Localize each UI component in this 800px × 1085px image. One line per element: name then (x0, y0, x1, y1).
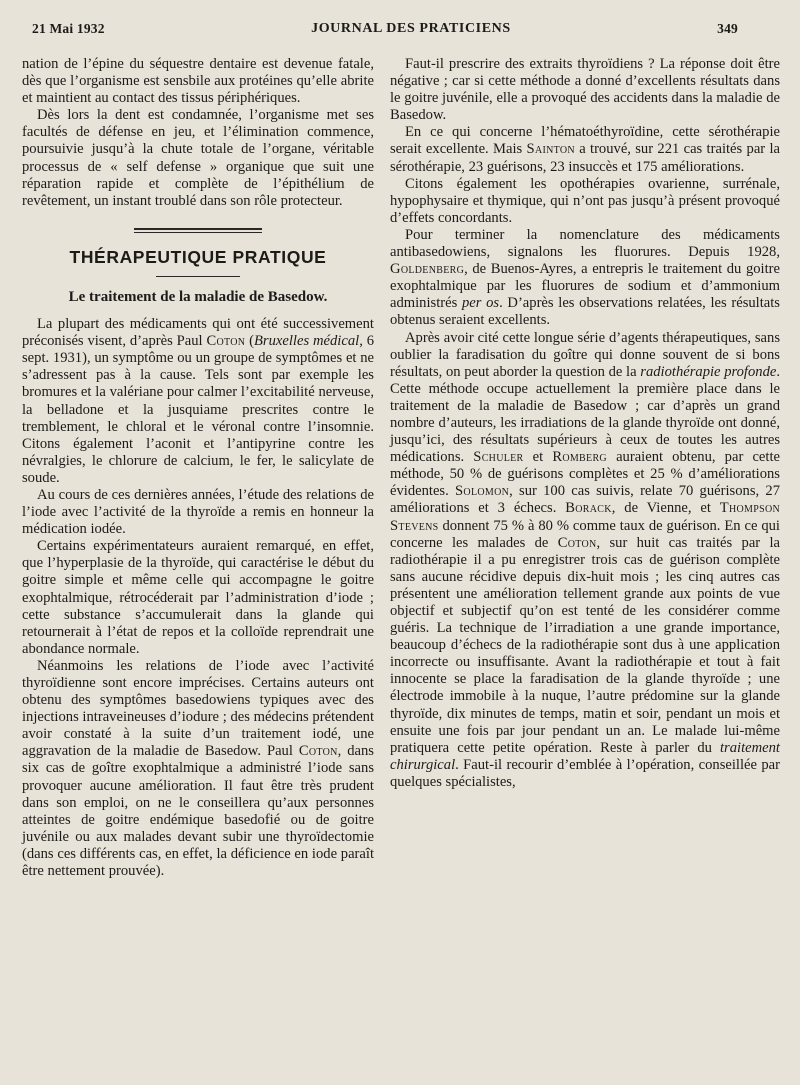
author-name: Sainton (526, 141, 575, 158)
article-subheading: Le traitement de la maladie de Basedow. (68, 288, 328, 305)
italic-phrase: traitement chirurgical (390, 739, 780, 773)
author-name: Coton (206, 333, 246, 350)
author-name: Thompson Stevens (390, 500, 781, 534)
author-name: Romberg (552, 449, 607, 466)
section-divider (134, 228, 262, 233)
journal-title: JOURNAL DES PRATICIENS (311, 21, 511, 36)
paragraph: Certains expérimentateurs auraient remarqué, en effet, que l’hyperplasie de la thyroïde, qui caractérise le début du goitre simple et même celle qui accompagne le goitre exophtalmique, rétrocéderait par l’administration d’iode ; cette substance s’accumulerait dans la glande qui retournerait à l’état de repos et la colloïde reprendrait une abondance normale. (22, 538, 374, 657)
paragraph: Citons également les opothérapies ovarienne, surrénale, hypophysaire et thymique, qui n’ont pas jusqu’à présent provoqué d’effets concordants. (390, 175, 780, 226)
author-name: Borack (565, 500, 612, 517)
page-number: 349 (717, 21, 738, 36)
header-date: 21 Mai 1932 (32, 21, 105, 36)
author-name: Solomon (455, 483, 510, 500)
italic-phrase: radiothérapie profonde (640, 363, 777, 380)
paragraph: Dès lors la dent est condamnée, l’organisme met ses facultés de défense en jeu, et l’élimination commence, poursuivie jusqu’à la chute totale de l’organe, véritable processus de « self defense » organique que suit une réparation rapide et complète de l’épithélium de revêtement, un instant troublé dans son rôle protecteur. (22, 107, 374, 209)
right-column (390, 56, 780, 791)
author-name: Goldenberg (390, 261, 465, 278)
author-name: Coton (298, 743, 338, 760)
journal-reference: Bruxelles médical (254, 333, 360, 350)
paragraph: Faut-il prescrire des extraits thyroïdiens ? La réponse doit être négative ; car si cette méthode a donné d’excellents résultats dans le goitre juvénile, elle a provoqué des accidents dans la maladie de Basedow. (390, 56, 780, 124)
paragraph: Pour terminer la nomenclature des médicaments antibasedowiens, signalons les fluorures. Depuis 1928, Goldenberg, de Buenos-Ayres, a entrepris le traitement du goitre exophtalmique par les fluorures de sodium et d’ammonium administrés per os. D’après les observations relatées, les résultats obtenus seraient excellents. (390, 226, 780, 329)
paragraph: Néanmoins les relations de l’iode avec l’activité thyroïdienne sont encore imprécises. Certains auteurs ont obtenu des symptômes basedowiens typiques avec des injections intraveineuses d’iodure ; des médecins prétendent avoir constaté à la suite d’un traitement iodé, une aggravation de la maladie de Basedow. Paul Coton, dans six cas de goître exophtalmique a administré l’iode sans provoquer aucune amélioration. Il faut être très prudent dans son emploi, on ne le conseillera qu’aux personnes atteintes de goitre endémique basedofié ou de goitre juvénile ou aux malades devant subir une thyroïdectomie (dans ces différents cas, en effet, la déficience en iode paraît être nettement prouvée). (22, 657, 374, 880)
title-underline (156, 276, 240, 277)
section-title: THÉRAPEUTIQUE PRATIQUE (69, 246, 327, 267)
left-column (22, 56, 374, 880)
paragraph: Au cours de ces dernières années, l’étude des relations de l’iode avec l’activité de la thyroïde a remis en honneur la médication iodée. (22, 486, 374, 538)
paragraph: Après avoir cité cette longue série d’agents thérapeutiques, sans oublier la faradisation du goître qui donne souvent de si bons résultats, on peut aborder la question de la radiothérapie profonde. Cette méthode occupe actuellement la première place dans le traitement de la maladie de Basedow ; car d’après un grand nombre d’auteurs, les irradiations de la glande thyroïde ont donné, jusqu’ici, des résultats supérieurs à ceux de toutes les autres médications. Schuler et Romberg auraient obtenu, par cette méthode, 50 % de guérisons complètes et 25 % d’améliorations évidentes. Solomon, sur 100 cas suivis, relate 70 guérisons, 27 améliorations et 3 échecs. Borack, de Vienne, et Thompson Stevens donnent 75 % à 80 % comme taux de guérison. En ce qui concerne les malades de Coton, sur huit cas traités par la radiothérapie il a pu enregistrer trois cas de guérison complète sans aucune récidive depuis dix-huit mois ; les cinq autres cas présentent une amélioration tellement grande aux points de vue objectif et subjectif qu’on est tenté de les considérer comme guéris. La technique de l’irradiation a une grande importance, beaucoup d’échecs de la radiothérapie sont dus à une application incorrecte ou insuffisante. Avant la radiothérapie et tout à fait innocente se place la faradisation de la glande thyroïde ; une électrode immobile à la nuque, l’autre prédomine sur la glande thyroïde, dix minutes de temps, matin et soir, pendant un mois et ensuite une fois par jour pendant un an. Le malade lui-même pratiquera cette petite opération. Reste à parler du traitement chirurgical. Faut-il recourir d’emblée à l’opération, conseillée par quelques spécialistes, (390, 329, 781, 790)
paragraph: En ce qui concerne l’hématoéthyroïdine, cette sérothérapie serait excellente. Mais Sainton a trouvé, sur 221 cas traités par la sérothérapie, 23 guérisons, 23 insuccès et 175 améliorations. (390, 124, 781, 175)
italic-phrase: per os (461, 295, 500, 312)
paragraph: La plupart des médicaments qui ont été successivement préconisés visent, d’après Paul Coton (Bruxelles médical, 6 sept. 1931), un symptôme ou un groupe de symptômes et ne s’adressent pas à la cause. Tels sont par exemple les bromures et la valériane pour calmer l’excitabilité nerveuse, la belladone et la jusquiame prescrites contre le tremblement, le chloral et le véronal contre l’insomnie. Citons également l’aconit et l’antipyrine contre les névralgies, le chlorure de calcium, le fer, le salicylate de soude. (22, 316, 374, 486)
author-name: Coton (557, 534, 597, 551)
page-header (32, 18, 738, 40)
author-name: Schuler (473, 449, 524, 466)
paragraph: nation de l’épine du séquestre dentaire est devenue fatale, dès que l’organisme est sensbile aux protéines qu’elle abrite et maintient au contact des tissus périphériques. (22, 56, 374, 107)
